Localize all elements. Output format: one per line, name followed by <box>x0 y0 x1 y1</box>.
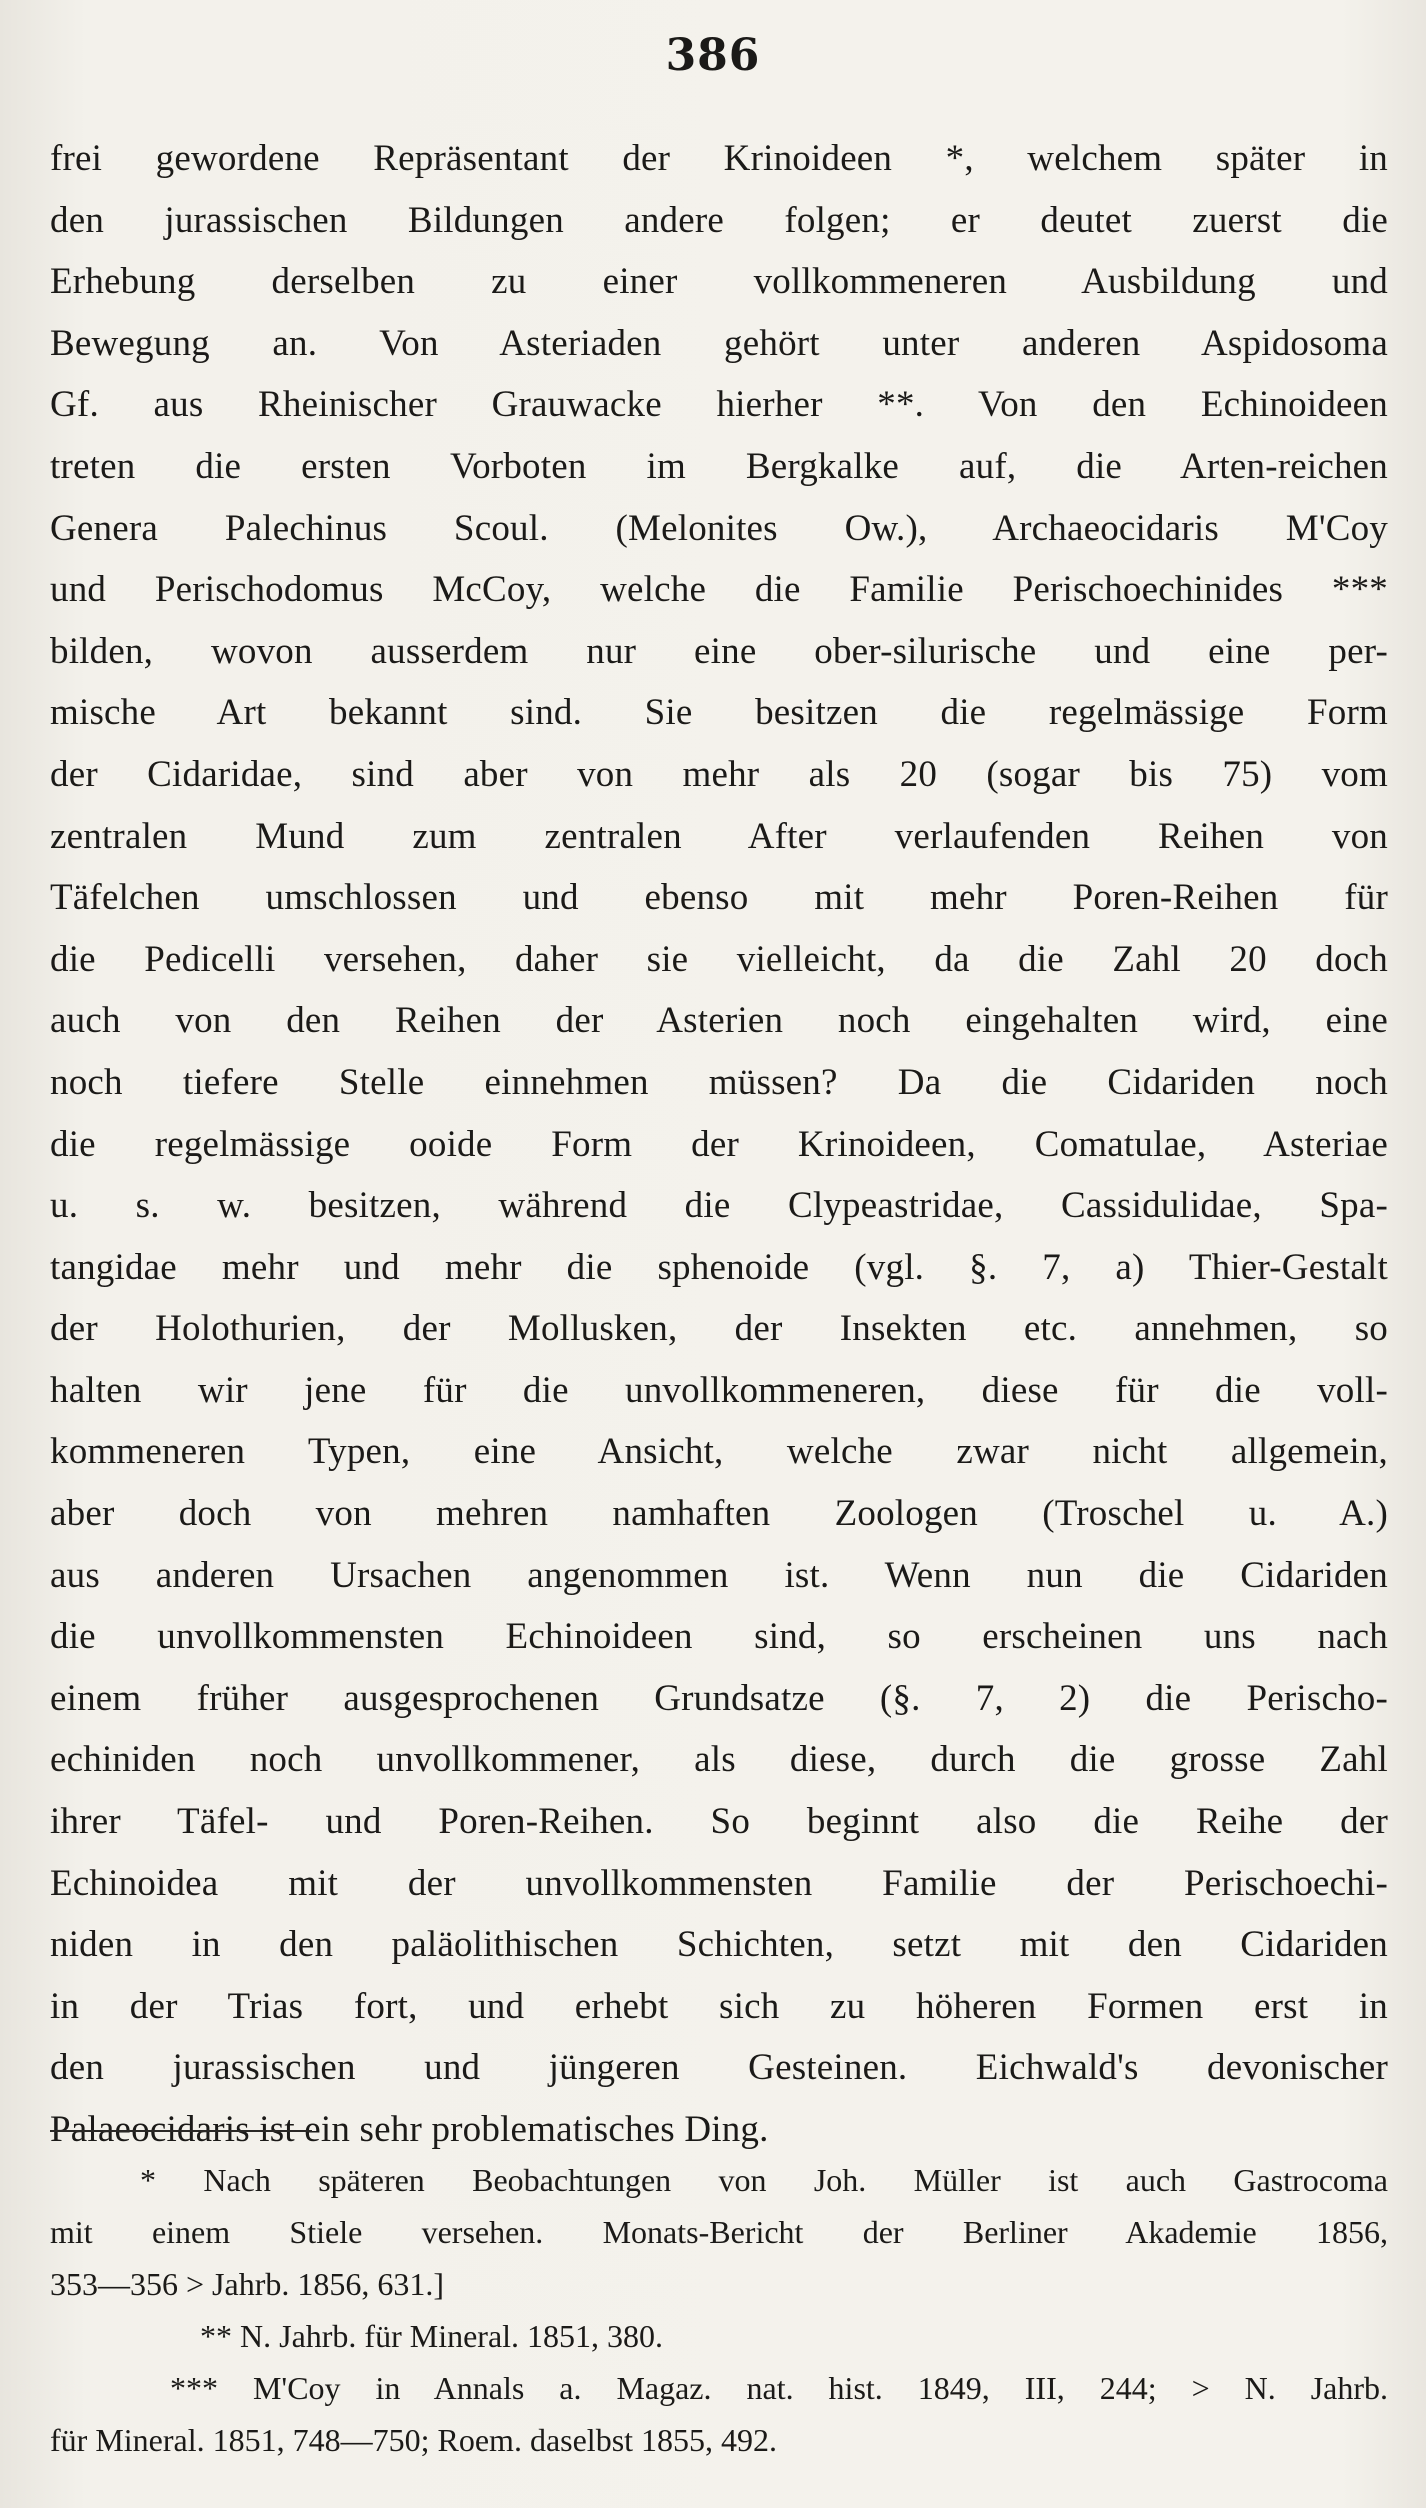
footnote-divider <box>50 2130 312 2132</box>
body-line: kommeneren Typen, eine Ansicht, welche zwar nicht allgemein, <box>50 1431 1388 1473</box>
body-line: der Holothurien, der Mollusken, der Insekten etc. annehmen, so <box>50 1308 1388 1350</box>
page-number: 386 <box>665 30 761 81</box>
body-line: treten die ersten Vorboten im Bergkalke auf, die Arten-reichen <box>50 445 1388 487</box>
body-line: Echinoidea mit der unvollkommensten Familie der Perischoechi- <box>50 1862 1388 1904</box>
body-line: noch tiefere Stelle einnehmen müssen? Da die Cidariden noch <box>50 1061 1388 1103</box>
body-line: Palaeocidaris ist ein sehr problematisches Ding. <box>50 2109 769 2150</box>
footnote-line: für Mineral. 1851, 748—750; Roem. daselbst 1855, 492. <box>50 2422 778 2458</box>
body-line: echiniden noch unvollkommener, als diese, durch die grosse Zahl <box>50 1739 1388 1781</box>
body-line: den jurassischen und jüngeren Gesteinen. Eichwald's devonischer <box>50 2047 1388 2089</box>
body-line: niden in den paläolithischen Schichten, setzt mit den Cidariden <box>50 1924 1388 1966</box>
body-line: Genera Palechinus Scoul. (Melonites Ow.), Archaeocidaris M'Coy <box>50 507 1388 549</box>
footnote-line: 353—356 > Jahrb. 1856, 631.] <box>50 2266 445 2302</box>
body-line: zentralen Mund zum zentralen After verlaufenden Reihen von <box>50 815 1388 857</box>
body-line: tangidae mehr und mehr die sphenoide (vgl. §. 7, a) Thier-Gestalt <box>50 1246 1388 1288</box>
body-text <box>50 128 1388 2161</box>
body-line: bilden, wovon ausserdem nur eine ober-silurische und eine per- <box>50 630 1388 672</box>
body-line: auch von den Reihen der Asterien noch eingehalten wird, eine <box>50 1000 1388 1042</box>
body-line: Täfelchen umschlossen und ebenso mit mehr Poren-Reihen für <box>50 877 1388 919</box>
body-line: und Perischodomus McCoy, welche die Familie Perischoechinides *** <box>50 569 1388 611</box>
body-line: Erhebung derselben zu einer vollkommeneren Ausbildung und <box>50 261 1388 303</box>
footnote-line: mit einem Stiele versehen. Monats-Bericht der Berliner Akademie 1856, <box>50 2214 1388 2250</box>
body-line: ihrer Täfel- und Poren-Reihen. So beginnt also die Reihe der <box>50 1801 1388 1843</box>
footnotes <box>50 2154 1388 2466</box>
body-line: u. s. w. besitzen, während die Clypeastridae, Cassidulidae, Spa- <box>50 1185 1388 1227</box>
body-line: aber doch von mehren namhaften Zoologen (Troschel u. A.) <box>50 1493 1388 1535</box>
body-line: mische Art bekannt sind. Sie besitzen die regelmässige Form <box>50 692 1388 734</box>
body-line: die Pedicelli versehen, daher sie vielleicht, da die Zahl 20 doch <box>50 938 1388 980</box>
body-line: die unvollkommensten Echinoideen sind, so erscheinen uns nach <box>50 1616 1388 1658</box>
body-line: halten wir jene für die unvollkommeneren, diese für die voll- <box>50 1369 1388 1411</box>
body-line: frei gewordene Repräsentant der Krinoideen *, welchem später in <box>50 138 1388 179</box>
footnote-line: ** N. Jahrb. für Mineral. 1851, 380. <box>200 2318 664 2354</box>
body-line: Gf. aus Rheinischer Grauwacke hierher **. Von den Echinoideen <box>50 384 1388 426</box>
footnote-line: * Nach späteren Beobachtungen von Joh. Müller ist auch Gastrocoma <box>140 2162 1388 2198</box>
body-line: Bewegung an. Von Asteriaden gehört unter anderen Aspidosoma <box>50 322 1388 364</box>
footnote-line: *** M'Coy in Annals a. Magaz. nat. hist. 1849, III, 244; > N. Jahrb. <box>170 2370 1388 2406</box>
body-line: den jurassischen Bildungen andere folgen; er deutet zuerst die <box>50 199 1388 241</box>
body-line: in der Trias fort, und erhebt sich zu höheren Formen erst in <box>50 1985 1388 2027</box>
body-line: die regelmässige ooide Form der Krinoideen, Comatulae, Asteriae <box>50 1123 1388 1165</box>
body-line: der Cidaridae, sind aber von mehr als 20 (sogar bis 75) vom <box>50 753 1388 795</box>
body-line: einem früher ausgesprochenen Grundsatze (§. 7, 2) die Perischo- <box>50 1677 1388 1719</box>
body-line: aus anderen Ursachen angenommen ist. Wenn nun die Cidariden <box>50 1554 1388 1596</box>
